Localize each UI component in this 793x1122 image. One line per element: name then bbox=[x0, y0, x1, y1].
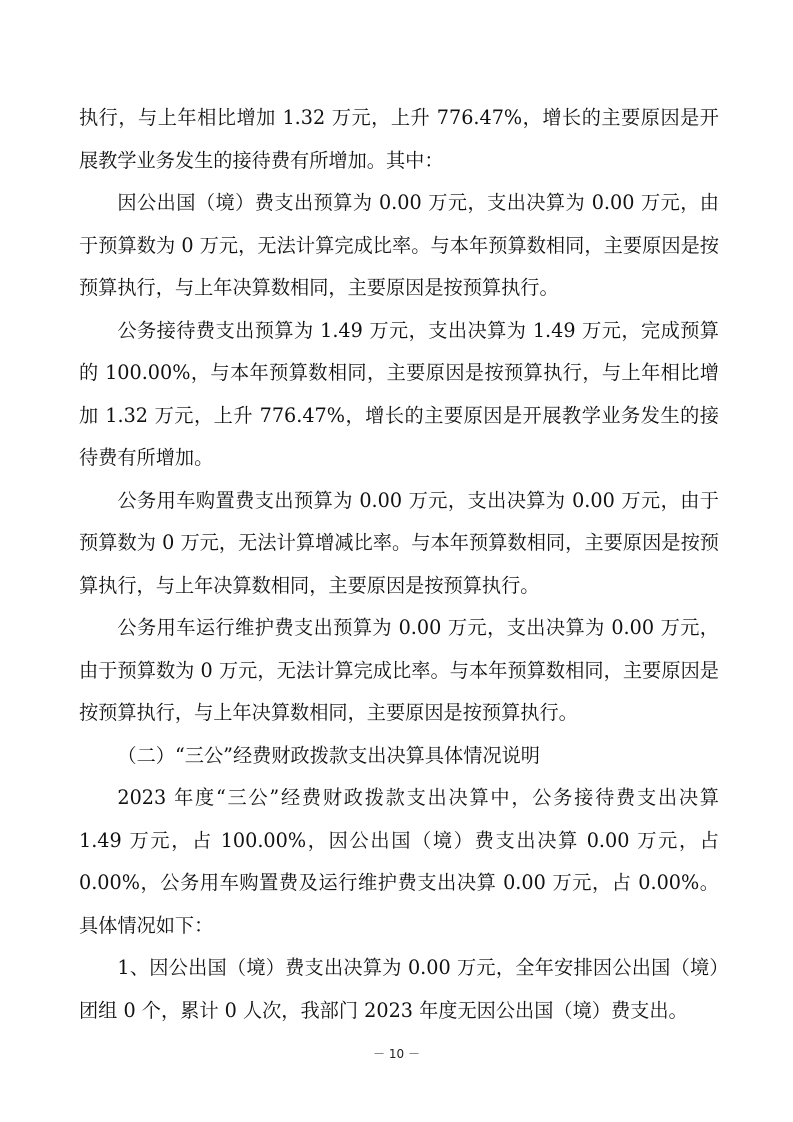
section-heading: （二）“三公”经费财政拨款支出决算具体情况说明 bbox=[117, 743, 540, 767]
paragraph-summary: 2023 年度“三公”经费财政拨款支出决算中，公务接待费支出决算 1.49 万元，占 100.00%，因公出国（境）费支出决算 0.00 万元，占 0.00%，公务用车购置费及运行维护费支出决算 0.00 万元，占 0.00%。具体情况如下： bbox=[79, 786, 719, 937]
paragraph-official-reception: 公务接待费支出预算为 1.49 万元，支出决算为 1.49 万元，完成预算的 100.00%，与本年预算数相同，主要原因是按预算执行，与上年相比增加 1.32 万元，上升 776.47%，增长的主要原因是开展教学业务发生的接待费有所增加。 bbox=[79, 318, 719, 469]
page-number: － 10 － bbox=[373, 1047, 420, 1061]
paragraph-vehicle-purchase: 公务用车购置费支出预算为 0.00 万元，支出决算为 0.00 万元，由于预算数为 0 万元，无法计算增减比率。与本年预算数相同，主要原因是按预算执行，与上年决算数相同，主要原因是按预算执行。 bbox=[79, 488, 719, 597]
paragraph-vehicle-operation: 公务用车运行维护费支出预算为 0.00 万元，支出决算为 0.00 万元，由于预算数为 0 万元，无法计算完成比率。与本年预算数相同，主要原因是按预算执行，与上年决算数相同，主要原因是按预算执行。 bbox=[79, 616, 719, 724]
paragraph-overseas-travel: 因公出国（境）费支出预算为 0.00 万元，支出决算为 0.00 万元，由于预算数为 0 万元，无法计算完成比率。与本年预算数相同，主要原因是按预算执行，与上年决算数相同，主要原因是按预算执行。 bbox=[79, 191, 719, 299]
body-text bbox=[79, 97, 719, 1032]
paragraph-continuation: 执行，与上年相比增加 1.32 万元，上升 776.47%，增长的主要原因是开展教学业务发生的接待费有所增加。其中： bbox=[79, 106, 719, 172]
paragraph-item-1: 1、因公出国（境）费支出决算为 0.00 万元，全年安排因公出国（境）团组 0 个，累计 0 人次，我部门 2023 年度无因公出国（境）费支出。 bbox=[79, 956, 719, 1022]
